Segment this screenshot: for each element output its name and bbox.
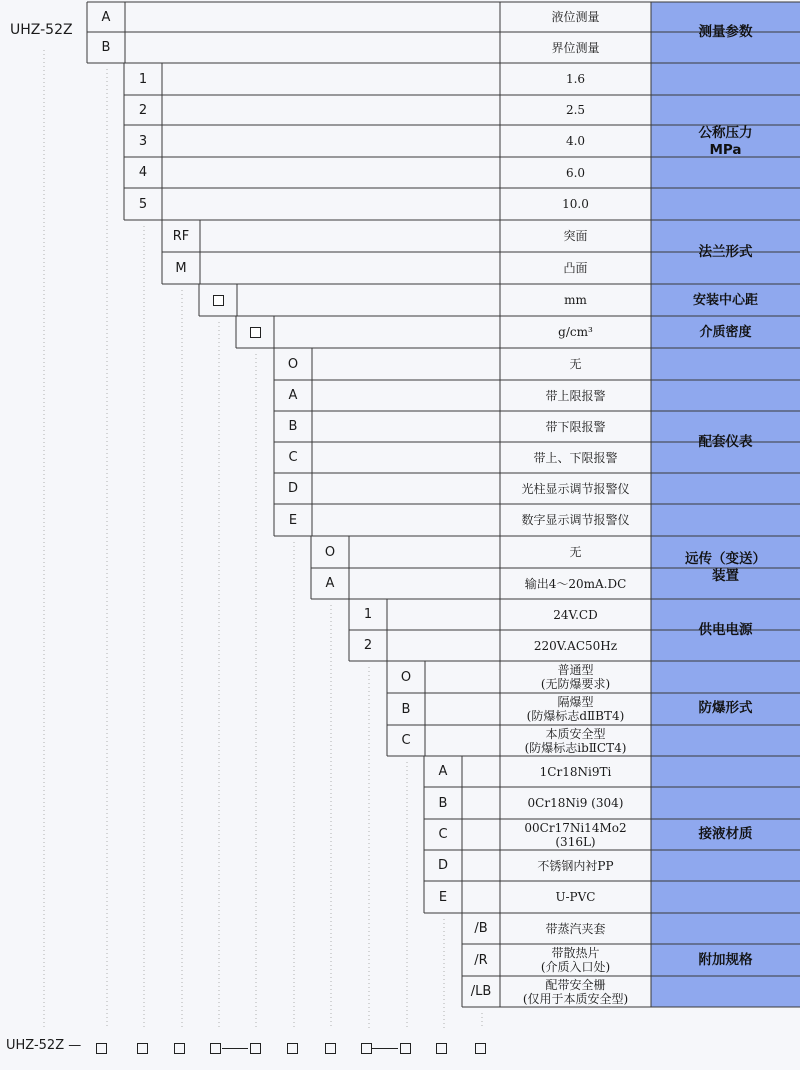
option-code: 3: [138, 133, 148, 149]
option-code: B: [288, 419, 298, 434]
option-description: 数字显示调节报警仪: [521, 513, 630, 527]
placeholder-square-icon: [213, 295, 224, 306]
option-code: B: [438, 795, 448, 811]
option-code: 1: [138, 71, 148, 87]
option-code: C: [438, 827, 448, 842]
option-code: O: [400, 669, 412, 685]
option-description: 无: [569, 357, 582, 371]
category-label: 测量参数: [698, 24, 753, 40]
code-square-icon: [96, 1043, 107, 1054]
code-square-icon: [250, 1043, 261, 1054]
option-description: 24V.CD: [553, 607, 598, 622]
option-code: O: [287, 356, 299, 372]
code-square-icon: [475, 1043, 486, 1054]
option-description: 带上限报警: [545, 388, 606, 403]
option-description: 液位测量: [551, 10, 600, 24]
category-label: 介质密度: [699, 324, 752, 340]
model-code-footer: UHZ-52Z —: [6, 1038, 82, 1053]
option-description: U-PVC: [555, 890, 596, 904]
option-description: g/cm³: [558, 325, 593, 339]
option-code: [199, 284, 237, 316]
option-code: /R: [474, 952, 488, 968]
option-code: 2: [138, 102, 148, 118]
code-square-icon: [137, 1043, 148, 1054]
option-code: D: [437, 858, 448, 873]
option-description: 凸面: [563, 261, 588, 275]
category-label: 安装中心距: [692, 292, 758, 308]
option-description: 0Cr18Ni9 (304): [527, 796, 624, 810]
option-description: 无: [569, 545, 582, 559]
option-description: 带上、下限报警: [533, 450, 618, 465]
option-description: 220V.AC50Hz: [533, 638, 618, 653]
option-code: M: [175, 260, 187, 276]
option-code: C: [401, 733, 411, 748]
option-description: 隔爆型 (防爆标志dⅡBT4): [526, 695, 625, 723]
option-description: 2.5: [565, 103, 586, 117]
option-description: 不锈钢内衬PP: [537, 858, 614, 873]
option-code: /LB: [470, 984, 492, 999]
code-square-icon: [325, 1043, 336, 1054]
option-code: E: [438, 889, 448, 905]
option-code: 5: [138, 196, 148, 212]
category-label: 远传（变送） 装置: [685, 550, 766, 584]
option-description: 配带安全栅 (仅用于本质安全型): [522, 977, 629, 1006]
category-label: 公称压力 MPa: [698, 124, 753, 158]
category-label: 法兰形式: [698, 243, 753, 260]
code-square-icon: [361, 1043, 372, 1054]
category-label: 接液材质: [698, 826, 753, 842]
option-code: 2: [363, 638, 373, 653]
option-code: E: [288, 512, 298, 528]
option-code: RF: [172, 228, 190, 244]
category-label: 附加规格: [698, 951, 753, 968]
option-description: 本质安全型 (防爆标志ibⅡCT4): [524, 726, 627, 755]
model-title: UHZ-52Z: [10, 22, 73, 38]
option-code: O: [324, 544, 336, 560]
option-code: A: [288, 388, 298, 403]
option-code: C: [288, 450, 298, 465]
option-description: 带蒸汽夹套: [545, 921, 606, 936]
option-description: 10.0: [562, 197, 589, 211]
code-dash: [372, 1048, 398, 1049]
category-label: 配套仪表: [698, 433, 753, 450]
option-description: 普通型 (无防爆要求): [540, 663, 611, 691]
option-code: 1: [363, 607, 373, 622]
option-description: 带下限报警: [545, 419, 606, 434]
option-code: A: [101, 9, 111, 25]
option-code: A: [438, 764, 448, 779]
code-dash: [222, 1048, 248, 1049]
option-description: 输出4～20mA.DC: [524, 576, 627, 591]
category-label: 防爆形式: [698, 700, 753, 716]
option-description: 00Cr17Ni14Mo2 (316L): [524, 820, 627, 849]
option-code: A: [325, 576, 335, 591]
option-code: 4: [138, 165, 148, 180]
option-description: 带散热片 (介质入口处): [540, 946, 611, 974]
code-square-icon: [287, 1043, 298, 1054]
code-square-icon: [400, 1043, 411, 1054]
option-code: B: [101, 40, 111, 55]
category-label: 供电电源: [698, 621, 753, 638]
option-description: 界位测量: [551, 40, 600, 55]
option-code: [236, 316, 274, 348]
option-description: 突面: [563, 229, 588, 243]
placeholder-square-icon: [250, 327, 261, 338]
option-description: 1.6: [565, 72, 586, 86]
option-code: B: [401, 701, 411, 717]
option-code: D: [287, 481, 298, 496]
option-description: 1Cr18Ni9Ti: [539, 764, 612, 779]
option-description: 4.0: [565, 134, 586, 148]
option-description: mm: [564, 293, 587, 307]
code-square-icon: [174, 1043, 185, 1054]
option-description: 6.0: [565, 165, 586, 180]
option-description: 光柱显示调节报警仪: [521, 481, 630, 496]
code-square-icon: [436, 1043, 447, 1054]
code-square-icon: [210, 1043, 221, 1054]
option-code: /B: [474, 921, 488, 936]
